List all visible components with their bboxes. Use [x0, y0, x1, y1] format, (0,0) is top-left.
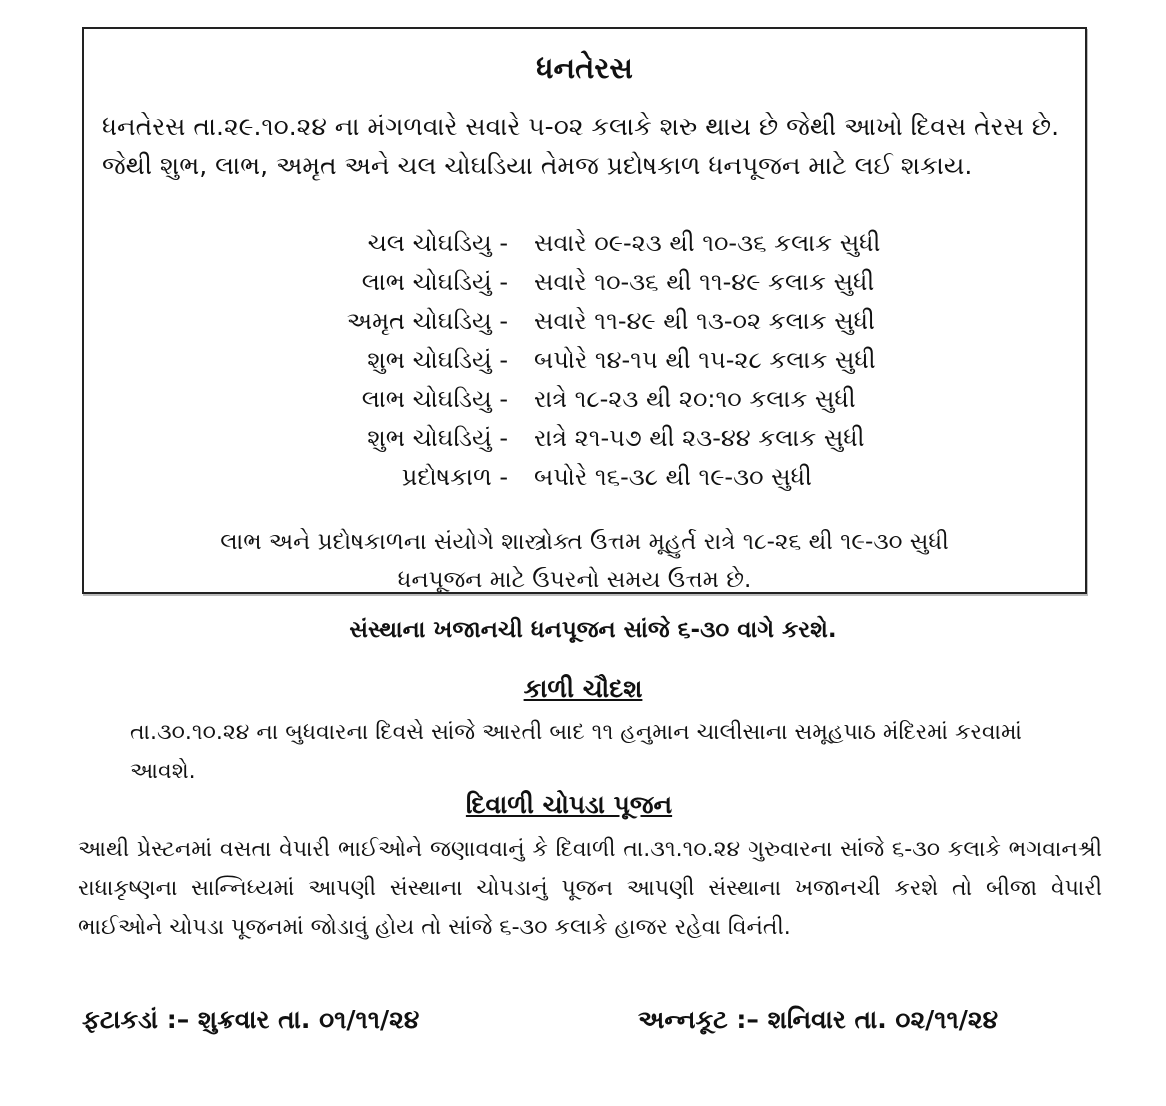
schedule-label: પ્રદોષકાળ - [401, 463, 508, 491]
schedule-time: બપોરે ૧૪-૧૫ થી ૧૫-૨૮ કલાક સુધી [534, 346, 876, 374]
chopda-pujan-text: આથી પ્રેસ્ટનમાં વસતા વેપારી ભાઈઓને જણાવવાનું કે દિવાળી તા.૩૧.૧૦.૨૪ ગુરુવારના સાંજે ૬-૩૦ કલાકે ભગવાનશ્રી રાધાકૃષ્ણના સાન્નિધ્યમાં આપણી સંસ્થાના ચોપડાનું પૂજન આપણી સંસ્થાના ખજાનચી કરશે તો બીજા વેપારી ભાઈઓને ચોપડા પૂજનમાં જોડાવું હોય તો સાંજે ૬-૩૦ કલાકે હાજર રહેવા વિનંતી. [78, 837, 1102, 940]
kali-chaudash-title: કાળી ચૌદશ [523, 674, 643, 703]
kali-chaudash-text: તા.૩૦.૧૦.૨૪ ના બુધવારના દિવસે સાંજે આરતી બાદ ૧૧ હનુમાન ચાલીસાના સમૂહપાઠ મંદિરમાં કરવામાં આવશે. [130, 720, 1022, 784]
schedule-label: અમૃત ચોઘડિયુ - [346, 307, 508, 335]
dhanteras-title: ધનતેરસ [536, 51, 633, 85]
dhanteras-box [82, 27, 1087, 594]
schedule-time: રાત્રે ૧૮-૨૩ થી ૨૦:૧૦ કલાક સુધી [534, 385, 856, 413]
fatakda-date: ફટાકડાં :– શુક્રવાર તા. ૦૧/૧૧/૨૪ [82, 1005, 420, 1034]
schedule-time: સવારે ૧૦-૩૬ થી ૧૧-૪૯ કલાક સુધી [534, 268, 875, 296]
dhanpujan-note: ધનપૂજન માટે ઉપરનો સમય ઉત્તમ છે. [397, 567, 752, 593]
schedule-time: રાત્રે ૨૧-૫૭ થી ૨૩-૪૪ કલાક સુધી [534, 424, 865, 452]
schedule-label: લાભ ચોઘડિયું - [361, 268, 508, 296]
schedule-label: શુભ ચોઘડિયું - [367, 346, 508, 374]
schedule-label: શુભ ચોઘડિયું - [367, 424, 508, 452]
schedule-time: સવારે ૧૧-૪૯ થી ૧૩-૦૨ કલાક સુધી [534, 307, 875, 335]
schedule-label: લાભ ચોઘડિયુ - [361, 385, 508, 413]
dhanteras-intro: ધનતેરસ તા.૨૯.૧૦.૨૪ ના મંગળવારે સવારે ૫-૦૨ કલાકે શરુ થાય છે જેથી આખો દિવસ તેરસ છે. જેથી શુભ, લાભ, અમૃત અને ચલ ચોઘડિયા તેમજ પ્રદોષકાળ ધનપૂજન માટે લઈ શકાય. [102, 112, 1060, 180]
annakut-date: અન્નકૂટ :– શનિવાર તા. ૦૨/૧૧/૨૪ [638, 1005, 999, 1034]
schedule-time: સવારે ૦૯-૨૩ થી ૧૦-૩૬ કલાક સુધી [534, 229, 881, 257]
treasurer-note: સંસ્થાના ખજાનચી ધનપૂજન સાંજે ૬-૩૦ વાગે કરશે. [349, 617, 837, 643]
schedule-label: ચલ ચોઘડિયુ - [367, 229, 508, 257]
muhurat-line: લાભ અને પ્રદોષકાળના સંયોગે શાસ્ત્રોક્ત ઉત્તમ મૂહુર્ત રાત્રે ૧૮-૨૬ થી ૧૯-૩૦ સુધી [220, 529, 949, 555]
chopda-pujan-title: દિવાળી ચોપડા પૂજન [465, 790, 673, 819]
top-cut-line [0, 0, 1166, 8]
schedule-time: બપોરે ૧૬-૩૮ થી ૧૯-૩૦ સુધી [534, 463, 812, 491]
